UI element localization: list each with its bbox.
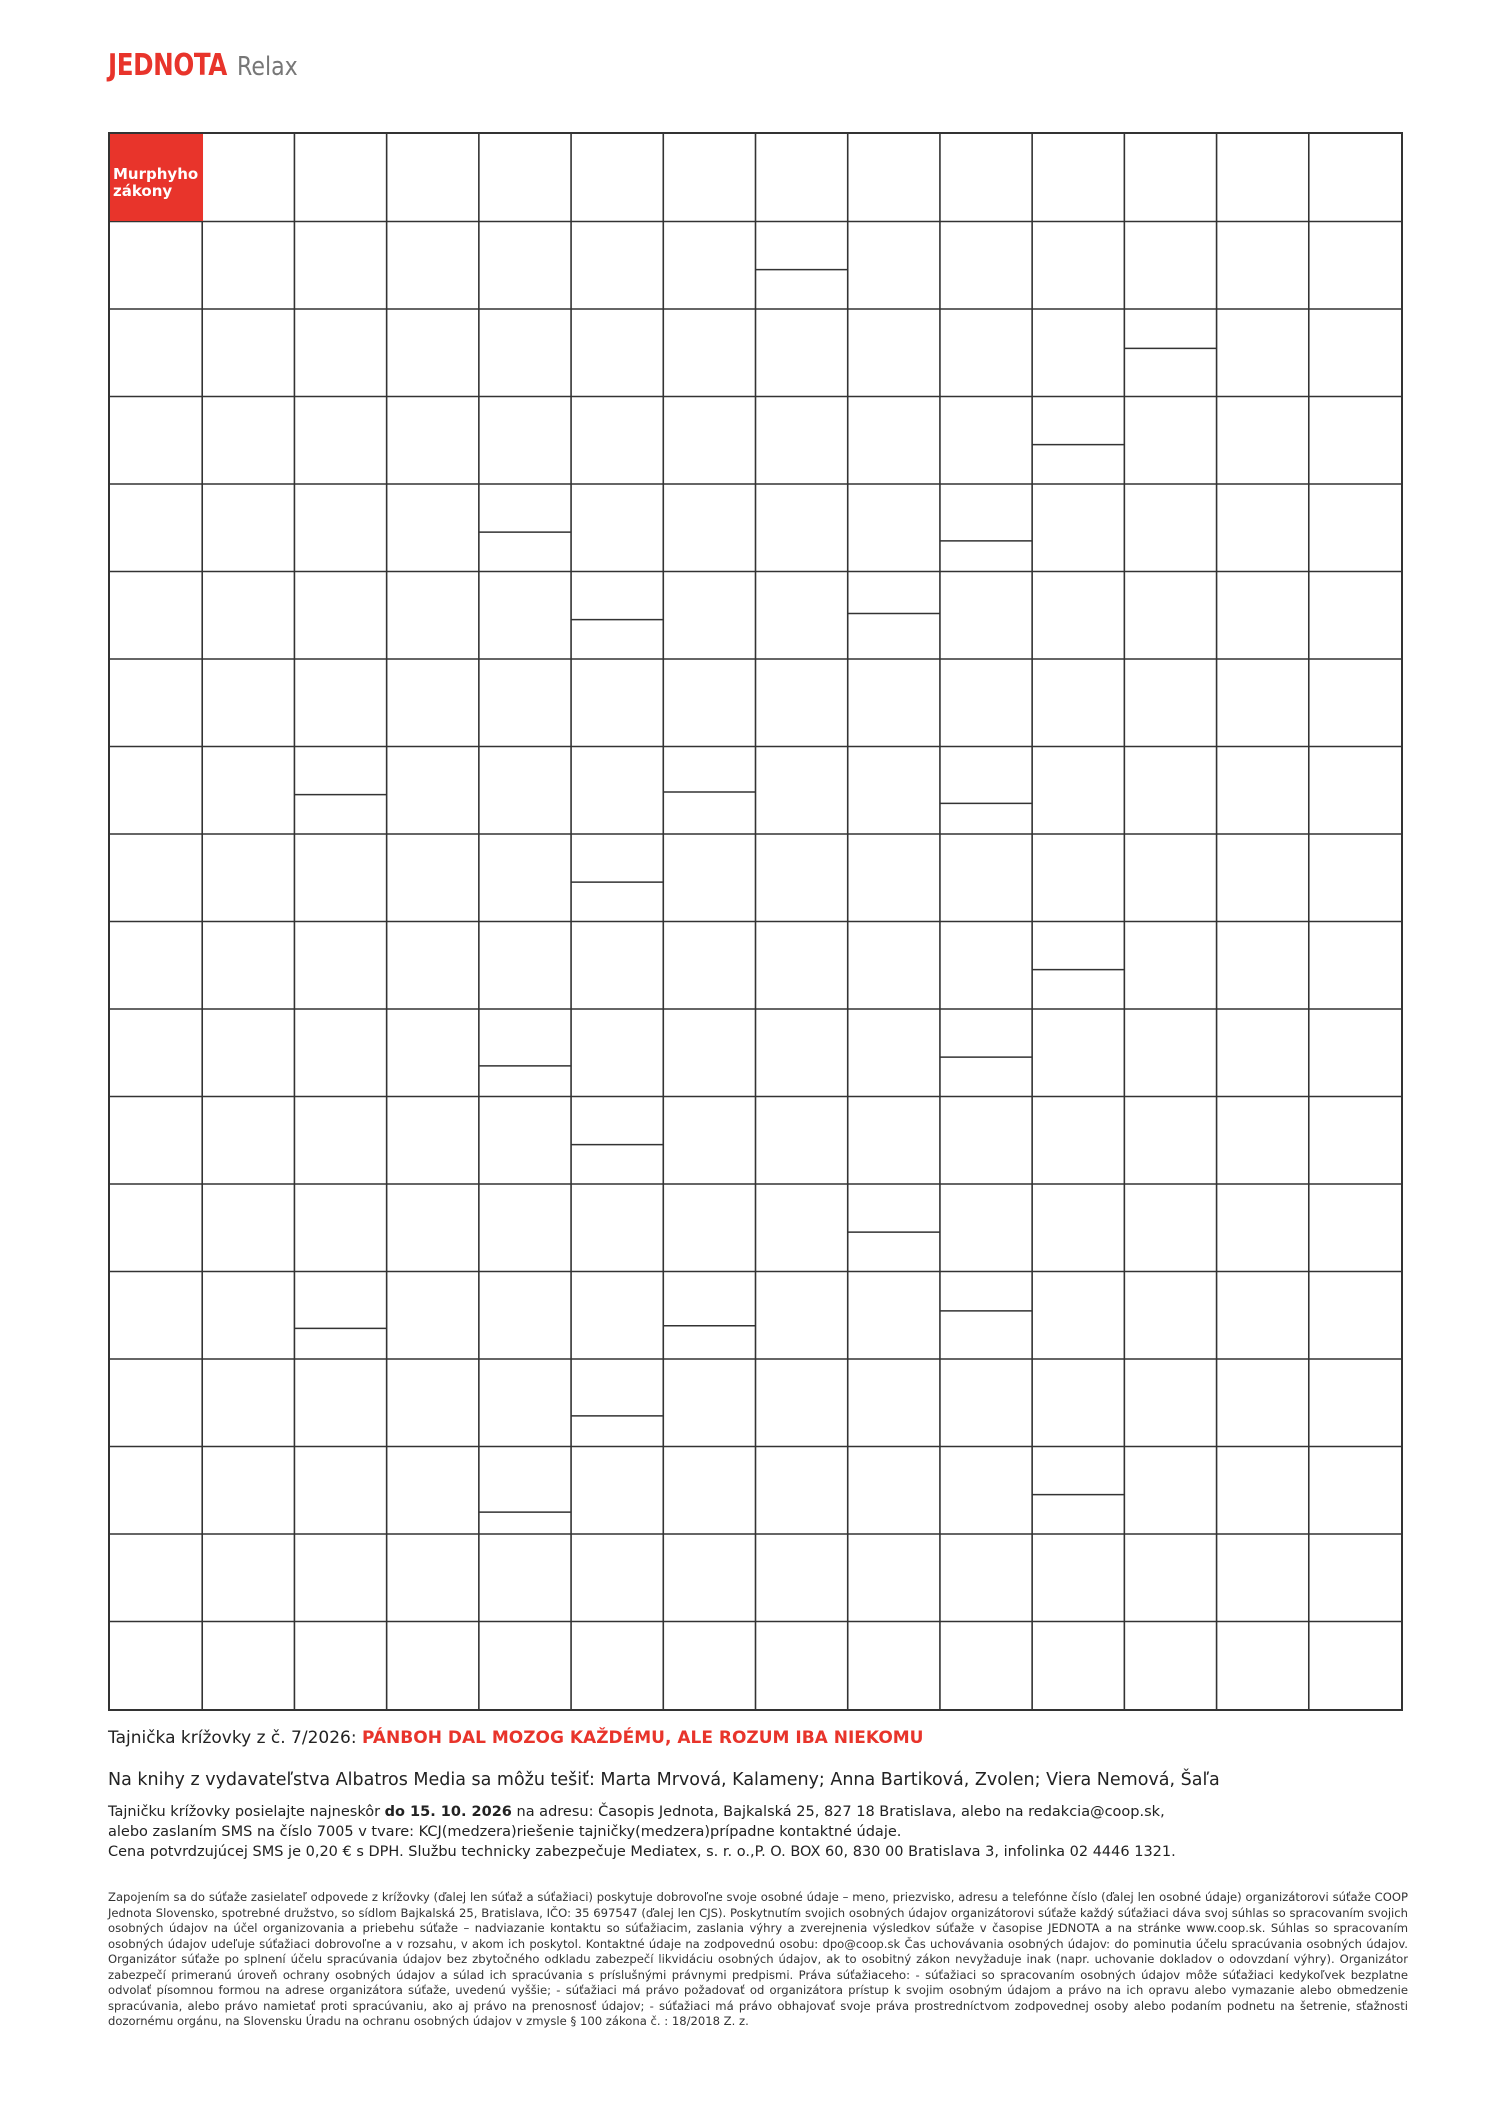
solution-label: Tajnička krížovky z č. 7/2026: <box>108 1728 362 1748</box>
instructions <box>108 1802 1176 1862</box>
instructions-line2: alebo zaslaním SMS na číslo 7005 v tvare: KCJ(medzera)riešenie tajničky(medzera)prípadne kontaktné údaje. <box>108 1824 902 1840</box>
crossword-title-line1: Murphyho <box>113 165 199 183</box>
winners-line: Na knihy z vydavateľstva Albatros Media sa môžu tešiť: Marta Mrvová, Kalameny; Anna Bartiková, Zvolen; Viera Nemová, Šaľa <box>108 1770 1220 1790</box>
instructions-line1-post: na adresu: Časopis Jednota, Bajkalská 25, 827 18 Bratislava, alebo na redakcia@coop.sk, <box>511 1804 1165 1820</box>
section-title: Relax <box>237 52 298 82</box>
instructions-line1-pre: Tajničku krížovky posielajte najneskôr <box>108 1804 385 1820</box>
solution-line <box>108 1728 924 1748</box>
crossword-title-line2: zákony <box>113 182 173 200</box>
brand-logo: JEDNOTA <box>108 48 227 83</box>
instructions-line1 <box>108 1802 1176 1822</box>
legal-notice: Zapojením sa do súťaže zasielateľ odpovede z krížovky (ďalej len súťaž a súťažiaci) poskytuje dobrovoľne svoje osobné údaje – meno, priezvisko, adresu a telefónne číslo (ďalej len osobné údaje) organizátorovi súťaže COOP Jednota Slovensko, spotrebné družstvo, so sídlom Bajkalská 25, Bratislava, IČO: 35 697547 (ďalej len CJS). Poskytnutím svojich osobných údajov organizátorovi súťaže každý súťažiaci dáva svoj súhlas so spracovaním svojich osobných údajov na účel organizovania a priebehu súťaže – nadviazanie kontaktu so súťažiacim, zaslania výhry a zverejnenia výsledkov súťaže v časopise JEDNOTA a na stránke www.coop.sk. Súhlas so spracovaním osobných údajov udeľuje súťažiaci dobrovoľne a v rozsahu, v akom ich poskytol. Kontaktné údaje na zodpovednú osobu: dpo@coop.sk Čas uchovávania osobných údajov: do pominutia účelu spracúvania osobných údajov. Organizátor súťaže po splnení účelu spracúvania údajov bez zbytočného odkladu zabezpečí likvidáciu osobných údajov, ak to osobitný zákon nevyžaduje inak (napr. uchovanie dokladov o odovzdaní výhry). Organizátor zabezpečí primeranú úroveň ochrany osobných údajov a súlad ich spracúvania s príslušnými právnymi predpismi. Práva súťažiaceho: - súťažiaci so spracovaním osobných údajov môže súťažiaci kedykoľvek bezplatne odvolať písomnou formou na adrese organizátora súťaže, uvedenú vyššie; - súťažiaci má právo požadovať od organizátora prístup k svojim osobným údajom a právo na ich opravu alebo vymazanie alebo obmedzenie spracúvania, alebo právo namietať proti spracúvaniu, ako aj právo na prenosnosť údajov; - súťažiaci má právo obhajovať svoje práva prostredníctvom zodpovednej osoby alebo podaním podnetu na šetrenie, sťažnosti dozornému orgánu, na Slovensku Úradu na ochranu osobných údajov v zmysle § 100 zákona č. : 18/2018 Z. z. <box>108 1890 1408 2028</box>
solution-text: PÁNBOH DAL MOZOG KAŽDÉMU, ALE ROZUM IBA NIEKOMU <box>362 1728 924 1748</box>
crossword-grid-lines <box>110 134 1401 1709</box>
page-header <box>108 48 308 88</box>
instructions-deadline: do 15. 10. 2026 <box>384 1804 512 1820</box>
instructions-line3: Cena potvrdzujúcej SMS je 0,20 € s DPH. Službu technicky zabezpečuje Mediatex, s. r. o.,P. O. BOX 60, 830 00 Bratislava 3, infolinka 02 4446 1321. <box>108 1844 1176 1860</box>
crossword-grid <box>108 132 1403 1711</box>
crossword-title-cell <box>110 134 203 221</box>
